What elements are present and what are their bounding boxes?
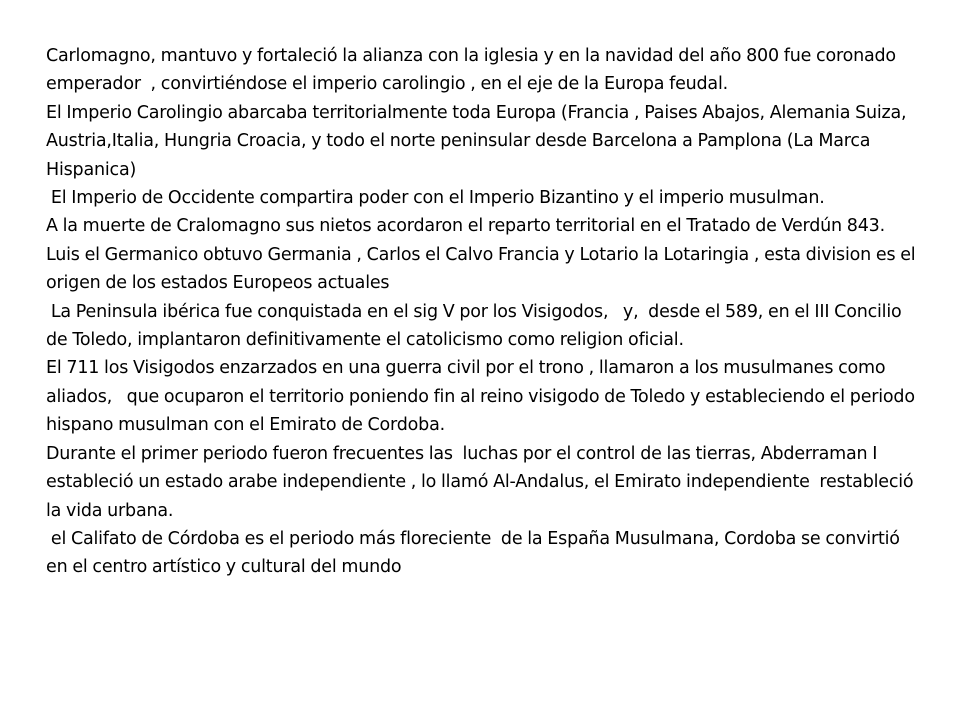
paragraph-imperio-carolingio: El Imperio Carolingio abarcaba territorialmente toda Europa (Francia , Paises Abajos, Alemania Suiza, Austria,Italia, Hungria Croacia, y todo el norte peninsular desde Barcelona a Pamplona (La Marca Hispanica) <box>46 102 912 180</box>
paragraph-reparto: Luis el Germanico obtuvo Germania , Carlos el Calvo Francia y Lotario la Lotaringia , esta division es el origen de los estados Europeos actuales <box>46 244 921 294</box>
paragraph-visigodos: La Peninsula ibérica fue conquistada en el sig V por los Visigodos, y, desde el 589, en el III Concilio de Toledo, implantaron definitivamente el catolicismo como religion oficial. <box>46 301 907 351</box>
slide-text-body <box>46 42 926 582</box>
paragraph-califato: el Califato de Córdoba es el periodo más floreciente de la España Musulmana, Cordoba se convirtió en el centro artístico y cultural del mundo <box>46 528 905 578</box>
paragraph-imperio-occidente: El Imperio de Occidente compartira poder con el Imperio Bizantino y el imperio musulman. <box>46 188 825 209</box>
paragraph-711: El 711 los Visigodos enzarzados en una guerra civil por el trono , llamaron a los musulmanes como aliados, que ocuparon el territorio poniendo fin al reino visigodo de Toledo y estableciendo el periodo hispano musulman con el Emirato de Cordoba. <box>46 358 920 436</box>
paragraph-abderraman: Durante el primer periodo fueron frecuentes las luchas por el control de las tierras, Abderraman I estableció un estado arabe independiente , lo llamó Al-Andalus, el Emirato independiente restableció la vida urbana. <box>46 443 919 521</box>
paragraph-carlomagno: Carlomagno, mantuvo y fortaleció la alianza con la iglesia y en la navidad del año 800 fue coronado emperador , convirtiéndose el imperio carolingio , en el eje de la Europa feudal. <box>46 46 901 95</box>
paragraph-tratado-verdun: A la muerte de Cralomagno sus nietos acordaron el reparto territorial en el Tratado de Verdún 843. <box>46 216 885 237</box>
